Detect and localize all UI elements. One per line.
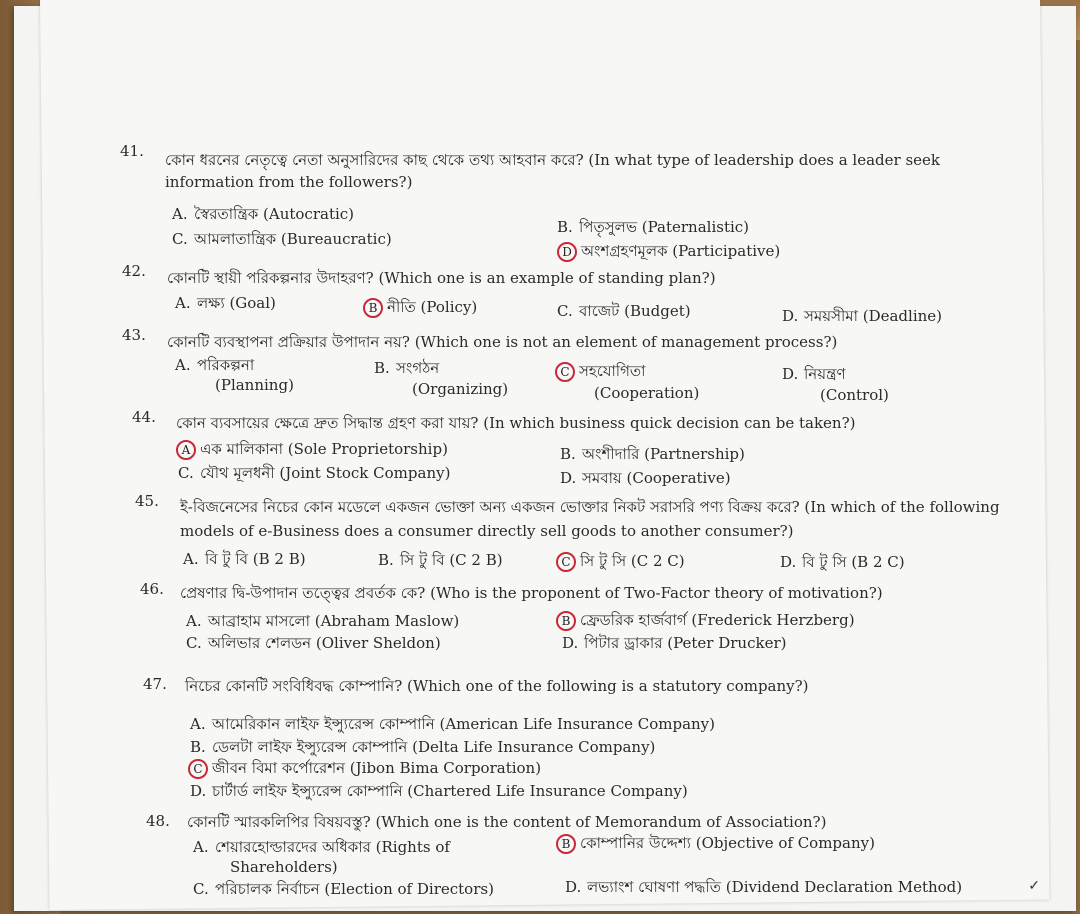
answer-circle: C xyxy=(555,362,575,382)
option-a: A. স্বৈরতান্ত্রিক (Autocratic) xyxy=(172,205,355,223)
option-b: B. পিতৃসুলভ (Paternalistic) xyxy=(557,218,750,236)
answer-circle: C xyxy=(556,552,576,572)
option-d: D. চার্টার্ড লাইফ ইন্স্যুরেন্স কোম্পানি (Chartered Life Insurance Company) xyxy=(190,782,688,800)
question-number: 41. xyxy=(120,142,144,160)
option-b-sub: (Organizing) xyxy=(412,380,509,398)
option-a: A. পরিকল্পনা xyxy=(175,356,255,374)
option-c: C. বাজেট (Budget) xyxy=(557,302,691,320)
option-a: A. বি টু বি (B 2 B) xyxy=(183,550,306,568)
question-text: প্রেষণার দ্বি-উপাদান তত্ত্বের প্রবর্তক কে? (Who is the proponent of Two-Factor theory of motivation?) xyxy=(180,584,883,602)
option-d: D. সমবায় (Cooperative) xyxy=(560,469,731,487)
question-number: 42. xyxy=(122,262,146,280)
question-number: 48. xyxy=(146,812,170,830)
option-c: C. পরিচালক নির্বাচন (Election of Directors) xyxy=(193,880,494,898)
option-c: C. আমলাতান্ত্রিক (Bureaucratic) xyxy=(172,230,392,248)
option-c: C. অলিভার শেলডন (Oliver Sheldon) xyxy=(186,634,441,652)
question-text: ই-বিজনেসের নিচের কোন মডেলে একজন ভোক্তা অন্য একজন ভোক্তার নিকট সরাসরি পণ্য বিক্রয় করে? (In which of the following xyxy=(180,498,1000,516)
option-d: D. নিয়ন্ত্রণ xyxy=(782,365,846,383)
question-number: 44. xyxy=(132,408,156,426)
answer-circle: D xyxy=(557,242,577,262)
option-d: D. সময়সীমা (Deadline) xyxy=(782,307,943,325)
question-text: নিচের কোনটি সংবিধিবদ্ধ কোম্পানি? (Which one of the following is a statutory company?) xyxy=(185,677,809,695)
option-b: B. অংশীদারি (Partnership) xyxy=(560,445,745,463)
answer-circle: B xyxy=(556,834,576,854)
option-c-circled: C জীবন বিমা কর্পোরেশন (Jibon Bima Corporation) xyxy=(188,757,541,782)
pen-tick-mark: ✓ xyxy=(1028,878,1040,894)
option-d: D. পিটার ড্রাকার (Peter Drucker) xyxy=(562,634,787,652)
option-a: A. আব্রাহাম মাসলো (Abraham Maslow) xyxy=(186,612,460,630)
answer-circle: B xyxy=(556,611,576,631)
question-text: কোন ব্যবসায়ের ক্ষেত্রে দ্রুত সিদ্ধান্ত গ্রহণ করা যায়? (In which business quick decision can be taken?) xyxy=(176,414,856,432)
answer-circle: B xyxy=(363,298,383,318)
option-d-circled: D অংশগ্রহণমূলক (Participative) xyxy=(557,240,780,265)
answer-circle: A xyxy=(176,440,196,460)
option-b: B. সংগঠন xyxy=(374,359,440,377)
option-b-circled: B কোম্পানির উদ্দেশ্য (Objective of Company) xyxy=(556,832,875,857)
option-c-sub: (Cooperation) xyxy=(594,384,700,402)
option-d-sub: (Control) xyxy=(820,386,889,404)
option-c: C. যৌথ মূলধনী (Joint Stock Company) xyxy=(178,464,451,482)
option-a-circled: A এক মালিকানা (Sole Proprietorship) xyxy=(176,438,448,463)
option-a: A. লক্ষ্য (Goal) xyxy=(175,294,276,312)
option-a: A. শেয়ারহোল্ডারদের অধিকার (Rights of xyxy=(193,838,450,856)
option-c-circled: C সি টু সি (C 2 C) xyxy=(556,550,685,575)
option-a-sub: (Planning) xyxy=(215,376,294,394)
question-number: 46. xyxy=(140,580,164,598)
option-c-circled: C সহযোগিতা xyxy=(555,360,646,385)
question-text: information from the followers?) xyxy=(165,173,413,191)
option-b-circled: B নীতি (Policy) xyxy=(363,296,477,321)
answer-circle: C xyxy=(188,759,208,779)
option-a-sub: Shareholders) xyxy=(230,858,338,876)
question-number: 47. xyxy=(143,675,167,693)
question-text: models of e-Business does a consumer directly sell goods to another consumer?) xyxy=(180,522,794,540)
question-number: 43. xyxy=(122,326,146,344)
option-d: D. বি টু সি (B 2 C) xyxy=(780,553,905,571)
option-b: B. ডেলটা লাইফ ইন্স্যুরেন্স কোম্পানি (Delta Life Insurance Company) xyxy=(190,738,656,756)
option-b: B. সি টু বি (C 2 B) xyxy=(378,551,503,569)
option-b-circled: B ফ্রেডরিক হার্জবার্গ (Frederick Herzberg) xyxy=(556,609,855,634)
option-a: A. আমেরিকান লাইফ ইন্স্যুরেন্স কোম্পানি (American Life Insurance Company) xyxy=(190,715,715,733)
question-text: কোনটি স্থায়ী পরিকল্পনার উদাহরণ? (Which one is an example of standing plan?) xyxy=(167,269,716,287)
question-text: কোনটি ব্যবস্থাপনা প্রক্রিয়ার উপাদান নয়? (Which one is not an element of management process?) xyxy=(167,333,838,351)
question-text: কোন ধরনের নেতৃত্বে নেতা অনুসারিদের কাছ থেকে তথ্য আহবান করে? (In what type of leadership does a leader seek xyxy=(165,151,941,169)
option-d: D. লভ্যাংশ ঘোষণা পদ্ধতি (Dividend Declaration Method) xyxy=(565,878,963,896)
question-number: 45. xyxy=(135,492,159,510)
question-text: কোনটি স্মারকলিপির বিষয়বস্তু? (Which one is the content of Memorandum of Association?) xyxy=(187,813,827,831)
